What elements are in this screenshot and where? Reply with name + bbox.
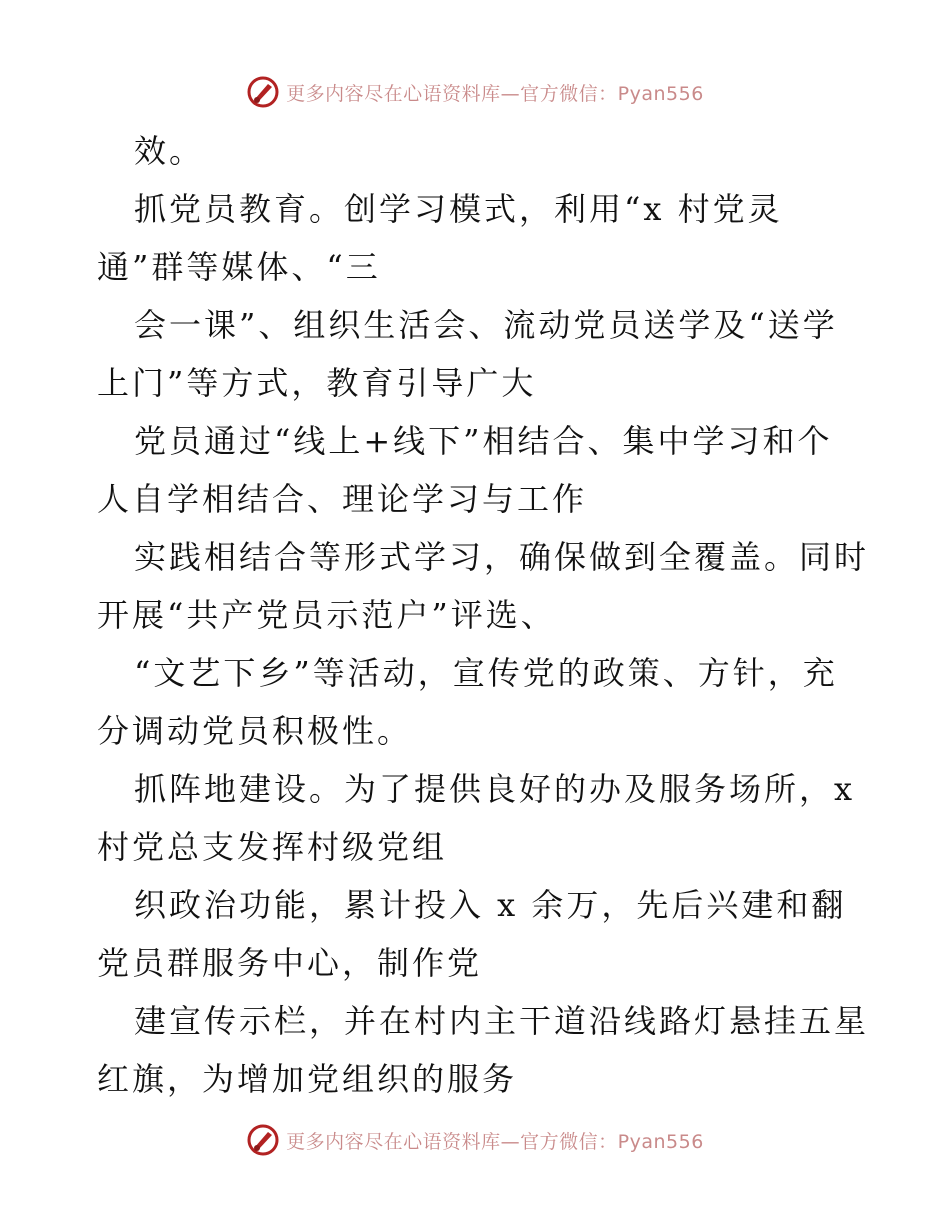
body-line: 抓阵地建设。为了提供良好的办及服务场所，x [134, 770, 856, 808]
brush-seal-icon [246, 75, 280, 109]
header-banner [0, 72, 950, 112]
body-line: 通”群等媒体、“三 [97, 248, 381, 286]
brush-seal-icon [246, 1123, 280, 1157]
footer-banner-text: 更多内容尽在心语资料库—官方微信：Pyan556 [286, 1130, 704, 1153]
body-line: 抓党员教育。创学习模式，利用“x 村党灵 [134, 190, 783, 228]
document-body [97, 122, 870, 1108]
header-banner-text: 更多内容尽在心语资料库—官方微信：Pyan556 [286, 82, 704, 105]
body-line: 织政治功能，累计投入 x 余万，先后兴建和翻 [134, 886, 847, 924]
body-line: 实践相结合等形式学习，确保做到全覆盖。同时 [134, 538, 870, 576]
body-line: 村党总支发挥村级党组 [97, 828, 448, 866]
body-line: 上门”等方式，教育引导广大 [97, 364, 537, 402]
body-line: 建宣传示栏，并在村内主干道沿线路灯悬挂五星 [134, 1002, 870, 1040]
body-line: 效。 [134, 132, 205, 170]
body-line: 会一课”、组织生活会、流动党员送学及“送学 [134, 306, 838, 344]
body-line: 红旗，为增加党组织的服务 [97, 1060, 518, 1098]
body-line: 分调动党员积极性。 [97, 712, 413, 750]
footer-banner [0, 1120, 950, 1160]
body-line: 党员通过“线上+线下”相结合、集中学习和个 [134, 422, 833, 460]
body-line: 开展“共产党员示范户”评选、 [97, 596, 556, 634]
body-line: “文艺下乡”等活动，宣传党的政策、方针，充 [134, 654, 838, 692]
body-line: 人自学相结合、理论学习与工作 [97, 480, 588, 518]
body-line: 党员群服务中心，制作党 [97, 944, 483, 982]
